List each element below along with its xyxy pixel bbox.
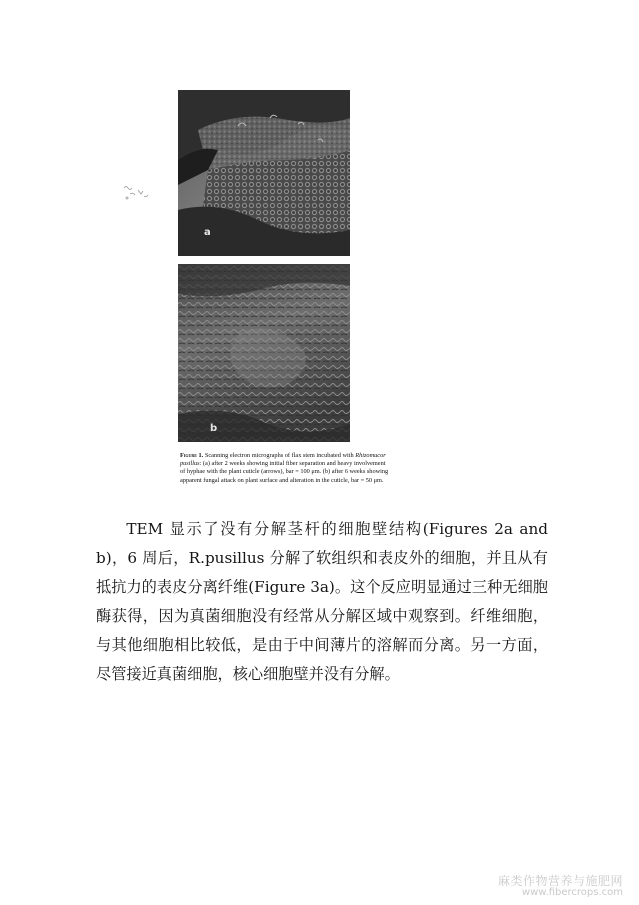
margin-scribble-mark	[118, 180, 158, 206]
micrograph-panel-a	[178, 90, 350, 256]
caption-heading: Figure 1.	[180, 452, 204, 459]
site-watermark	[498, 875, 623, 899]
caption-species-name: Rhizomucor pusillus	[180, 452, 386, 468]
panel-b-label: b	[210, 423, 218, 434]
micrograph-panel-b	[178, 264, 350, 442]
figure-caption	[180, 452, 390, 485]
caption-text-part1: Scanning electron micrographs of flax stem incubated with	[203, 452, 356, 459]
panel-a-label: a	[204, 227, 211, 238]
figure-1	[178, 90, 350, 442]
body-paragraph: TEM 显示了没有分解茎杆的细胞壁结构(Figures 2a and b)，6 周后，R.pusillus 分解了软组织和表皮外的细胞，并且从有抵抗力的表皮分离纤维(Figure 3a)。这个反应明显通过三种无细胞酶获得，因为真菌细胞没有经常从分解区域中观察到。纤维细胞，与其他细胞相比较低，是由于中间薄片的溶解而分离。另一方面，尽管接近真菌细胞，核心细胞壁并没有分解。	[96, 520, 548, 683]
caption-text-part2: : (a) after 2 weeks showing initial fiber separation and heavy involvement of hyphae with the plant cuticle (arrows), bar = 100 μm. (b) after 6 weeks showing apparent fungal attack on plant surface and alteration in the cuticle, bar = 50 μm.	[180, 460, 389, 484]
watermark-site-name: 麻类作物营养与施肥网	[497, 874, 623, 888]
watermark-url: www.fibercrops.com	[521, 887, 623, 898]
micrograph-b-image	[178, 264, 350, 442]
